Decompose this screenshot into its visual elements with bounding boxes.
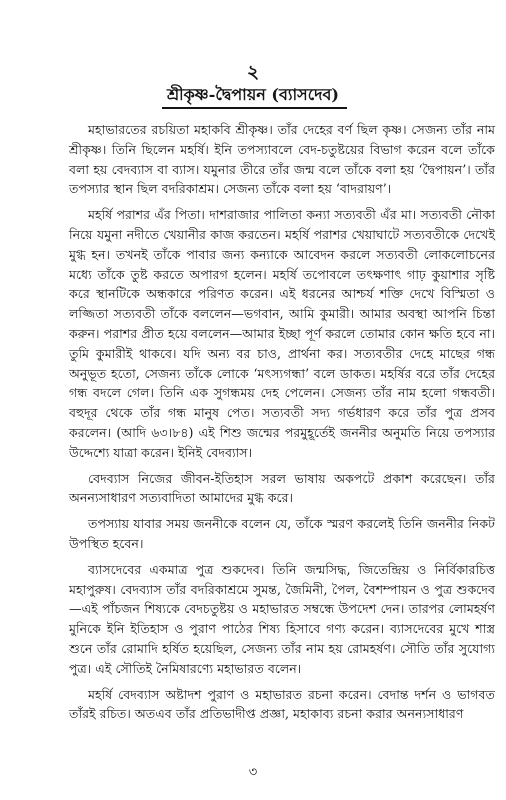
paragraph: মহর্ষি পরাশর এঁর পিতা। দাশরাজার পালিতা কন্যা সত্যবতী এঁর মা। সত্যবতী নৌকা নিয়ে যমুনা নদীতে খেয়ানীর কাজ করতেন। মহর্ষি পরাশর খেয়াঘাটে সত্যবতীকে দেখেই মুগ্ধ হন। তখনই তাঁকে পাবার জন্য কন্যাকে আবেদন করলে সত্যবতী লোকলোচনের মধ্যে তাঁকে তুষ্ট করতে অপারগ হলেন। মহর্ষি তপোবলে তৎক্ষণাৎ গাঢ় কুয়াশার সৃষ্টি করে স্থানটিকে অন্ধকারে পরিণত করেন। এই ধরনের আশ্চর্য শক্তি দেখে বিস্মিতা ও লজ্জিতা সত্যবতী তাঁকে বললেন—ভগবান, আমি কুমারী। আমার অবস্থা আপনি চিন্তা করুন। পরাশর প্রীত হয়ে বললেন—আমার ইচ্ছা পূর্ণ করলে তোমার কোন ক্ষতি হবে না। তুমি কুমারীই থাকবে। যদি অন্য বর চাও, প্রার্থনা কর। সত্যবতীর দেহে মাছের গন্ধ অনুভূত হতো, সেজন্য তাঁকে লোকে ‘মৎস্যগন্ধা’ বলে ডাকত। মহর্ষির বরে তাঁর দেহের গন্ধ বদলে গেল। তিনি এক সুগন্ধময় দেহ পেলেন। সেজন্য তাঁর নাম হলো গন্ধবতী। বহুদূর থেকে তাঁর গন্ধ মানুষ পেত। সত্যবতী সদ্য গর্ভধারণ করে তাঁর পুত্র প্রসব করলেন। (আদি ৬৩।৮৪) এই শিশু জন্মের পরমুহূর্তেই জননীর অনুমতি নিয়ে তপস্যার উদ্দেশ্যে যাত্রা করেন। ইনিই বেদব্যাস। (69, 207, 495, 460)
paragraph: মহাভারতের রচয়িতা মহাকবি শ্রীকৃষ্ণ। তাঁর দেহের বর্ণ ছিল কৃষ্ণ। সেজন্য তাঁর নাম শ্রীকৃষ্ণ। তিনি ছিলেন মহর্ষি। ইনি তপস্যাবলে বেদ-চতুষ্টয়ের বিভাগ করেন বলে তাঁকে বলা হয় বেদব্যাস বা ব্যাস। যমুনার তীরে তাঁর জন্ম বলে তাঁকে বলা হয় ‘দ্বৈপায়ন’। তাঁর তপস্যার স্থান ছিল বদরিকাশ্রম। সেজন্য তাঁকে বলা হয় ‘বাদরায়ণ’। (69, 122, 495, 197)
paragraph: ব্যাসদেবের একমাত্র পুত্র শুকদেব। তিনি জন্মসিদ্ধ, জিতেন্দ্রিয় ও নির্বিকারচিত্ত মহাপুরুষ। বেদব্যাস তাঁর বদরিকাশ্রমে সুমন্ত, জৈমিনী, পৈল, বৈশম্পায়ন ও পুত্র শুকদেব—এই পাঁচজন শিষ্যকে বেদচতুষ্টয় ও মহাভারত সম্বন্ধে উপদেশ দেন। তারপর লোমহর্ষণ মুনিকে ইনি ইতিহাস ও পুরাণ পাঠের শিষ্য হিসাবে গণ্য করেন। ব্যাসদেবের মুখে শাস্ত্র শুনে তাঁর রোমাদি হর্ষিত হয়েছিল, সেজন্য তাঁর নাম হয় রোমহর্ষণ। সৌতি তাঁর সুযোগ্য পুত্র। এই সৌতিই নৈমিষারণ্যে মহাভারত বলেন। (69, 561, 495, 676)
title-underline (162, 107, 347, 109)
paragraph: তপস্যায় যাবার সময় জননীকে বলেন যে, তাঁকে স্মরণ করলেই তিনি জননীর নিকট উপস্থিত হবেন। (69, 516, 495, 551)
body-text (69, 120, 495, 730)
chapter-number: ২ (246, 61, 260, 83)
chapter-title: শ্রীকৃষ্ণ-দ্বৈপায়ন (ব্যাসদেব) (166, 85, 340, 104)
page-number: ৩ (248, 765, 258, 780)
paragraph: মহর্ষি বেদব্যাস অষ্টাদশ পুরাণ ও মহাভারত রচনা করেন। বেদান্ত দর্শন ও ভাগবত তাঁরই রচিত। অতএব তাঁর প্রতিভাদীপ্ত প্রজ্ঞা, মহাকাব্য রচনা করার অনন্যসাধারণ (69, 686, 495, 722)
paragraph: বেদব্যাস নিজের জীবন-ইতিহাস সরল ভাষায় অকপটে প্রকাশ করেছেন। তাঁর অনন্যসাধারণ সত্যবাদিতা আমাদের মুগ্ধ করে। (69, 470, 495, 506)
